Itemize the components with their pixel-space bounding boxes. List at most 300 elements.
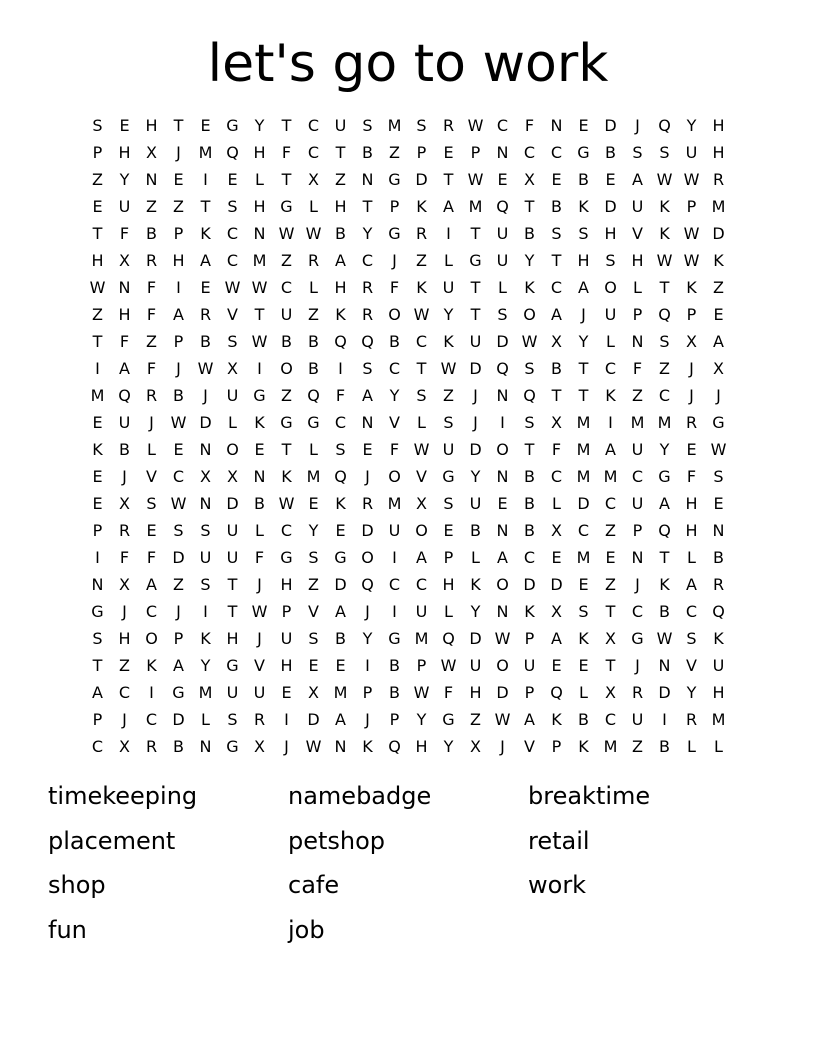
grid-letter: A <box>146 575 157 594</box>
grid-letter: E <box>578 116 589 135</box>
grid-letter: C <box>604 359 617 378</box>
grid-letter: S <box>686 629 697 648</box>
grid-letter: N <box>253 467 266 486</box>
grid-letter: N <box>496 143 509 162</box>
grid-letter: G <box>388 224 401 243</box>
grid-letter: R <box>442 116 455 135</box>
grid-letter: J <box>500 737 505 756</box>
grid-letter: H <box>91 251 104 270</box>
grid-row <box>84 247 732 274</box>
grid-letter: X <box>605 629 616 648</box>
grid-letter: M <box>306 467 321 486</box>
grid-letter: D <box>496 332 509 351</box>
grid-row <box>84 571 732 598</box>
grid-letter: C <box>550 467 563 486</box>
grid-letter: C <box>280 278 293 297</box>
grid-letter: C <box>577 521 590 540</box>
grid-letter: B <box>551 197 562 216</box>
grid-letter: Z <box>281 386 292 405</box>
grid-letter: U <box>469 332 482 351</box>
grid-letter: J <box>635 656 640 675</box>
grid-letter: K <box>281 467 292 486</box>
grid-letter: P <box>173 224 184 243</box>
grid-letter: N <box>550 116 563 135</box>
grid-letter: W <box>305 224 322 243</box>
grid-letter: A <box>659 494 670 513</box>
grid-letter: B <box>173 386 184 405</box>
grid-letter: U <box>604 305 617 324</box>
grid-letter: E <box>227 170 238 189</box>
grid-letter: K <box>713 629 724 648</box>
grid-letter: W <box>413 683 430 702</box>
grid-letter: K <box>92 440 103 459</box>
grid-letter: D <box>334 575 347 594</box>
grid-letter: E <box>443 521 454 540</box>
grid-letter: Z <box>443 386 454 405</box>
grid-letter: Y <box>200 656 211 675</box>
grid-letter: G <box>91 602 104 621</box>
grid-letter: G <box>172 683 185 702</box>
grid-letter: T <box>92 656 103 675</box>
grid-letter: H <box>280 656 293 675</box>
grid-letter: L <box>714 737 723 756</box>
grid-letter: L <box>498 278 507 297</box>
grid-letter: J <box>122 602 127 621</box>
grid-letter: I <box>392 548 397 567</box>
grid-letter: D <box>523 575 536 594</box>
grid-letter: X <box>470 737 481 756</box>
grid-letter: H <box>280 575 293 594</box>
grid-letter: H <box>226 629 239 648</box>
grid-letter: E <box>551 170 562 189</box>
grid-letter: B <box>605 143 616 162</box>
grid-letter: N <box>199 737 212 756</box>
grid-letter: L <box>309 197 318 216</box>
page-title: let's go to work <box>207 34 609 94</box>
grid-letter: Z <box>632 737 643 756</box>
grid-letter: E <box>92 494 103 513</box>
grid-letter: J <box>635 116 640 135</box>
grid-letter: R <box>118 521 131 540</box>
grid-letter: Z <box>146 332 157 351</box>
grid-letter: A <box>686 575 697 594</box>
grid-letter: Q <box>658 521 671 540</box>
grid-letter: G <box>712 413 725 432</box>
grid-letter: P <box>632 521 643 540</box>
grid-letter: P <box>92 710 103 729</box>
grid-letter: A <box>92 683 103 702</box>
grid-letter: F <box>281 143 292 162</box>
grid-letter: K <box>686 278 697 297</box>
grid-letter: R <box>145 737 158 756</box>
grid-letter: F <box>632 359 643 378</box>
grid-letter: U <box>496 251 509 270</box>
grid-letter: R <box>145 386 158 405</box>
grid-letter: V <box>524 737 535 756</box>
grid-letter: Z <box>119 656 130 675</box>
grid-letter: Q <box>712 602 725 621</box>
grid-letter: X <box>308 683 319 702</box>
grid-letter: C <box>604 494 617 513</box>
grid-letter: V <box>389 413 400 432</box>
grid-letter: T <box>92 224 103 243</box>
grid-letter: S <box>335 440 346 459</box>
grid-letter: P <box>686 305 697 324</box>
grid-letter: U <box>685 143 698 162</box>
grid-letter: U <box>631 494 644 513</box>
grid-letter: E <box>578 656 589 675</box>
grid-letter: C <box>91 737 104 756</box>
grid-row <box>84 382 732 409</box>
grid-letter: I <box>446 224 451 243</box>
grid-letter: X <box>551 602 562 621</box>
grid-letter: B <box>524 494 535 513</box>
grid-letter: S <box>92 629 103 648</box>
grid-letter: L <box>201 710 210 729</box>
grid-row <box>84 328 732 355</box>
grid-letter: S <box>200 575 211 594</box>
grid-letter: K <box>659 575 670 594</box>
grid-letter: Q <box>496 197 509 216</box>
grid-letter: C <box>307 116 320 135</box>
grid-letter: W <box>683 224 700 243</box>
grid-letter: S <box>524 413 535 432</box>
grid-letter: E <box>605 548 616 567</box>
grid-letter: U <box>199 548 212 567</box>
grid-letter: F <box>524 116 535 135</box>
grid-letter: N <box>631 548 644 567</box>
grid-letter: T <box>281 170 292 189</box>
grid-letter: K <box>416 278 427 297</box>
grid-letter: P <box>92 143 103 162</box>
grid-letter: X <box>119 737 130 756</box>
grid-letter: S <box>659 143 670 162</box>
grid-letter: P <box>632 305 643 324</box>
grid-letter: D <box>199 413 212 432</box>
grid-letter: K <box>524 278 535 297</box>
grid-letter: N <box>199 494 212 513</box>
grid-letter: W <box>494 710 511 729</box>
grid-letter: E <box>146 521 157 540</box>
grid-row <box>84 706 732 733</box>
grid-letter: P <box>389 710 400 729</box>
grid-letter: H <box>712 143 725 162</box>
grid-letter: E <box>173 170 184 189</box>
grid-letter: S <box>227 332 238 351</box>
grid-letter: Z <box>335 170 346 189</box>
grid-letter: I <box>95 548 100 567</box>
grid-letter: F <box>254 548 265 567</box>
grid-letter: U <box>469 494 482 513</box>
grid-letter: B <box>362 143 373 162</box>
grid-letter: W <box>278 224 295 243</box>
grid-letter: J <box>581 305 586 324</box>
grid-letter: Y <box>254 116 265 135</box>
grid-letter: I <box>392 602 397 621</box>
grid-letter: Q <box>442 629 455 648</box>
grid-letter: H <box>253 197 266 216</box>
grid-letter: R <box>307 251 320 270</box>
grid-letter: C <box>685 602 698 621</box>
grid-letter: Z <box>173 197 184 216</box>
grid-letter: J <box>365 467 370 486</box>
grid-letter: J <box>122 710 127 729</box>
grid-letter: T <box>470 224 481 243</box>
grid-letter: A <box>443 197 454 216</box>
grid-row <box>84 544 732 571</box>
grid-letter: Q <box>361 332 374 351</box>
grid-letter: U <box>226 683 239 702</box>
grid-letter: F <box>146 305 157 324</box>
grid-letter: C <box>658 386 671 405</box>
grid-letter: Q <box>118 386 131 405</box>
grid-letter: S <box>362 359 373 378</box>
grid-letter: N <box>361 170 374 189</box>
grid-letter: J <box>473 413 478 432</box>
grid-letter: T <box>551 386 562 405</box>
grid-letter: B <box>578 710 589 729</box>
grid-letter: L <box>579 683 588 702</box>
grid-letter: N <box>361 413 374 432</box>
grid-letter: Z <box>659 359 670 378</box>
grid-letter: X <box>551 413 562 432</box>
grid-letter: U <box>334 116 347 135</box>
grid-letter: J <box>176 359 181 378</box>
grid-letter: A <box>605 440 616 459</box>
grid-letter: S <box>443 413 454 432</box>
grid-letter: D <box>226 494 239 513</box>
grid-letter: K <box>659 224 670 243</box>
grid-letter: J <box>473 386 478 405</box>
grid-letter: E <box>335 521 346 540</box>
word-list-item: petshop <box>288 826 386 855</box>
grid-letter: X <box>146 143 157 162</box>
grid-letter: G <box>280 413 293 432</box>
grid-letter: E <box>281 683 292 702</box>
grid-letter: U <box>118 413 131 432</box>
grid-letter: Z <box>308 305 319 324</box>
grid-letter: B <box>146 224 157 243</box>
grid-letter: B <box>308 332 319 351</box>
grid-letter: F <box>119 332 130 351</box>
grid-letter: T <box>254 305 265 324</box>
grid-letter: Y <box>686 683 697 702</box>
grid-letter: V <box>254 656 265 675</box>
grid-letter: S <box>227 197 238 216</box>
grid-letter: L <box>552 494 561 513</box>
grid-letter: B <box>119 440 130 459</box>
grid-letter: J <box>257 629 262 648</box>
grid-letter: H <box>415 737 428 756</box>
grid-letter: G <box>388 629 401 648</box>
grid-letter: D <box>550 575 563 594</box>
grid-letter: Z <box>713 278 724 297</box>
grid-letter: H <box>118 629 131 648</box>
grid-letter: L <box>255 170 264 189</box>
grid-letter: X <box>551 521 562 540</box>
grid-letter: I <box>284 710 289 729</box>
grid-letter: W <box>494 629 511 648</box>
grid-letter: O <box>388 467 401 486</box>
grid-letter: H <box>631 251 644 270</box>
grid-letter: H <box>577 251 590 270</box>
grid-letter: J <box>203 386 208 405</box>
grid-letter: T <box>92 332 103 351</box>
grid-letter: O <box>496 656 509 675</box>
grid-letter: N <box>334 737 347 756</box>
grid-letter: E <box>200 116 211 135</box>
grid-letter: F <box>389 440 400 459</box>
grid-letter: C <box>415 575 428 594</box>
grid-letter: W <box>683 170 700 189</box>
grid-letter: P <box>416 656 427 675</box>
grid-letter: M <box>90 386 105 405</box>
grid-letter: X <box>227 359 238 378</box>
grid-letter: L <box>633 278 642 297</box>
grid-letter: C <box>307 143 320 162</box>
grid-letter: W <box>683 251 700 270</box>
grid-letter: D <box>577 494 590 513</box>
grid-letter: W <box>89 278 106 297</box>
grid-letter: T <box>200 197 211 216</box>
grid-letter: K <box>713 251 724 270</box>
grid-letter: P <box>551 737 562 756</box>
grid-row <box>84 139 732 166</box>
grid-letter: Z <box>605 521 616 540</box>
grid-letter: P <box>362 683 373 702</box>
grid-letter: A <box>578 278 589 297</box>
grid-letter: A <box>497 548 508 567</box>
grid-letter: Q <box>226 143 239 162</box>
grid-row <box>84 490 732 517</box>
grid-letter: S <box>578 602 589 621</box>
grid-letter: G <box>631 629 644 648</box>
grid-letter: X <box>119 494 130 513</box>
grid-letter: C <box>388 575 401 594</box>
grid-letter: M <box>576 548 591 567</box>
grid-letter: Z <box>92 305 103 324</box>
grid-letter: Q <box>658 305 671 324</box>
grid-letter: M <box>711 710 726 729</box>
grid-letter: H <box>685 494 698 513</box>
grid-letter: W <box>467 170 484 189</box>
grid-letter: B <box>713 548 724 567</box>
grid-letter: R <box>685 413 698 432</box>
grid-letter: O <box>145 629 158 648</box>
grid-letter: K <box>254 413 265 432</box>
grid-letter: F <box>335 386 346 405</box>
grid-letter: Z <box>173 575 184 594</box>
grid-letter: T <box>470 305 481 324</box>
grid-letter: Z <box>308 575 319 594</box>
grid-letter: A <box>713 332 724 351</box>
grid-letter: W <box>656 170 673 189</box>
grid-letter: W <box>251 332 268 351</box>
grid-letter: Y <box>416 710 427 729</box>
grid-letter: E <box>335 656 346 675</box>
grid-letter: Y <box>362 629 373 648</box>
grid-letter: H <box>334 278 347 297</box>
grid-letter: S <box>416 116 427 135</box>
grid-letter: E <box>443 143 454 162</box>
grid-letter: K <box>362 737 373 756</box>
grid-letter: C <box>550 143 563 162</box>
grid-letter: A <box>524 710 535 729</box>
grid-letter: I <box>149 683 154 702</box>
grid-letter: W <box>710 440 727 459</box>
grid-letter: E <box>497 170 508 189</box>
grid-letter: W <box>224 278 241 297</box>
grid-letter: O <box>604 278 617 297</box>
grid-letter: V <box>632 224 643 243</box>
grid-letter: K <box>470 575 481 594</box>
grid-letter: U <box>226 521 239 540</box>
grid-letter: A <box>119 359 130 378</box>
grid-letter: T <box>470 278 481 297</box>
grid-letter: Y <box>686 116 697 135</box>
grid-letter: L <box>255 521 264 540</box>
grid-letter: N <box>496 386 509 405</box>
grid-letter: E <box>254 440 265 459</box>
grid-letter: B <box>551 359 562 378</box>
grid-letter: C <box>604 710 617 729</box>
grid-row <box>84 733 732 760</box>
grid-letter: D <box>469 359 482 378</box>
grid-letter: Z <box>92 170 103 189</box>
grid-letter: V <box>308 602 319 621</box>
grid-letter: G <box>226 116 239 135</box>
grid-letter: E <box>308 656 319 675</box>
grid-letter: T <box>578 386 589 405</box>
grid-letter: Q <box>334 332 347 351</box>
grid-letter: M <box>414 629 429 648</box>
grid-letter: R <box>712 170 725 189</box>
grid-letter: S <box>551 224 562 243</box>
grid-letter: B <box>389 656 400 675</box>
grid-letter: K <box>335 494 346 513</box>
grid-letter: U <box>226 386 239 405</box>
grid-letter: P <box>524 683 535 702</box>
grid-letter: O <box>496 440 509 459</box>
grid-letter: C <box>415 332 428 351</box>
grid-letter: T <box>524 440 535 459</box>
grid-letter: X <box>524 170 535 189</box>
grid-letter: C <box>334 413 347 432</box>
grid-letter: Q <box>496 359 509 378</box>
grid-letter: W <box>251 278 268 297</box>
grid-letter: U <box>118 197 131 216</box>
grid-row <box>84 625 732 652</box>
grid-letter: C <box>145 602 158 621</box>
grid-letter: W <box>278 494 295 513</box>
grid-letter: C <box>631 602 644 621</box>
grid-letter: W <box>170 413 187 432</box>
grid-letter: S <box>362 116 373 135</box>
grid-letter: E <box>551 656 562 675</box>
grid-letter: A <box>551 629 562 648</box>
grid-letter: N <box>199 440 212 459</box>
grid-letter: H <box>334 197 347 216</box>
grid-letter: W <box>197 359 214 378</box>
grid-letter: D <box>712 224 725 243</box>
grid-letter: V <box>686 656 697 675</box>
grid-letter: Y <box>578 332 589 351</box>
grid-letter: B <box>524 224 535 243</box>
grid-letter: S <box>146 494 157 513</box>
grid-letter: B <box>281 332 292 351</box>
grid-letter: S <box>497 305 508 324</box>
grid-letter: U <box>280 305 293 324</box>
